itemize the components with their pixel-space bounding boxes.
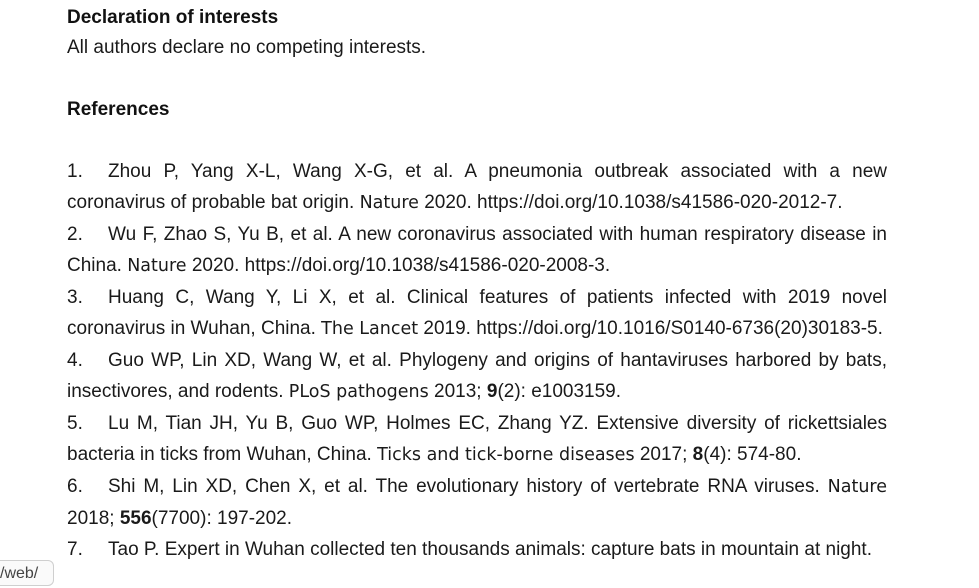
- reference-year: 2018;: [67, 508, 120, 529]
- reference-journal: The Lancet: [321, 319, 419, 339]
- reference-item-5: [67, 408, 887, 471]
- reference-journal: Nature: [127, 256, 187, 276]
- reference-item-3: [67, 282, 887, 345]
- reference-text: Shi M, Lin XD, Chen X, et al. The evolutionary history of vertebrate RNA viruses.: [108, 476, 828, 497]
- reference-number: 6.: [67, 476, 83, 497]
- reference-text: Huang C, Wang Y, Li X, et al. Clinical features of patients infected with 2019 novel coronavirus in Wuhan, China.: [67, 287, 887, 339]
- reference-year: 2013;: [428, 381, 487, 402]
- reference-pages: (2): e1003159.: [497, 381, 622, 402]
- reference-pages: (7700): 197-202.: [151, 508, 293, 529]
- declaration-heading: Declaration of interests: [67, 7, 279, 28]
- reference-year: 2020. https://doi.org/10.1038/s41586-020-2008-3.: [186, 255, 611, 276]
- reference-number: 1.: [67, 161, 83, 182]
- reference-item-4: [67, 345, 887, 408]
- declaration-text: All authors declare no competing interests.: [67, 37, 427, 58]
- reference-pages: (4): 574-80.: [703, 444, 802, 465]
- reference-journal: Ticks and tick-borne diseases: [377, 445, 635, 465]
- reference-item-7: [67, 534, 887, 565]
- reference-year: 2017;: [634, 444, 693, 465]
- reference-number: 2.: [67, 224, 83, 245]
- reference-text: Lu M, Tian JH, Yu B, Guo WP, Holmes EC, Zhang YZ. Extensive diversity of rickettsiales bacteria in ticks from Wuhan, China.: [67, 413, 887, 465]
- reference-list: [67, 156, 887, 565]
- reference-text: Tao P. Expert in Wuhan collected ten thousands animals: capture bats in mountain at night.: [108, 539, 872, 560]
- reference-number: 3.: [67, 287, 83, 308]
- reference-volume: 8: [692, 444, 704, 465]
- reference-journal: PLoS pathogens: [288, 382, 429, 402]
- reference-year: 2020. https://doi.org/10.1038/s41586-020-2012-7.: [418, 192, 843, 213]
- reference-year: 2019. https://doi.org/10.1016/S0140-6736(20)30183-5.: [418, 318, 883, 339]
- reference-journal: Nature: [827, 477, 887, 497]
- reference-journal: Nature: [359, 193, 419, 213]
- reference-text: Zhou P, Yang X-L, Wang X-G, et al. A pneumonia outbreak associated with a new coronavirus of probable bat origin.: [67, 161, 887, 213]
- reference-volume: 9: [486, 381, 498, 402]
- reference-volume: 556: [119, 508, 152, 529]
- references-heading: References: [67, 99, 170, 120]
- reference-number: 5.: [67, 413, 83, 434]
- reference-number: 7.: [67, 539, 83, 560]
- reference-number: 4.: [67, 350, 83, 371]
- side-tab[interactable]: /web/: [0, 560, 54, 586]
- reference-item-2: [67, 219, 887, 282]
- reference-text: Wu F, Zhao S, Yu B, et al. A new coronavirus associated with human respiratory disease in China.: [67, 224, 887, 276]
- reference-item-1: [67, 156, 887, 219]
- reference-item-6: [67, 471, 887, 534]
- reference-text: Guo WP, Lin XD, Wang W, et al. Phylogeny and origins of hantaviruses harbored by bats, insectivores, and rodents.: [67, 350, 887, 402]
